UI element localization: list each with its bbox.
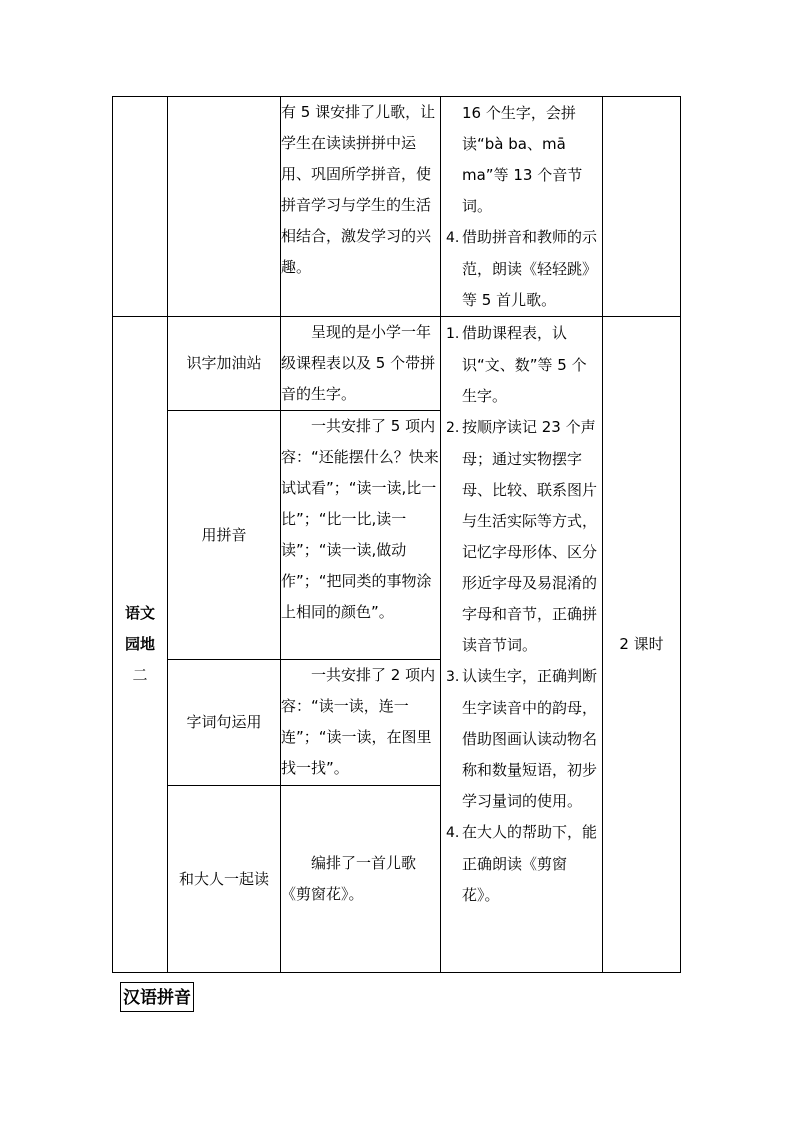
section-title: 用拼音 — [201, 525, 247, 544]
goals-list — [441, 97, 602, 316]
goal-item — [446, 222, 598, 316]
unit-cell — [113, 97, 168, 317]
content-text: 呈现的是小学一年级课程表以及 5 个带拼音的生字。 — [281, 323, 436, 403]
goal-item — [446, 412, 598, 661]
section-title: 字词句运用 — [186, 713, 262, 731]
goal-number: 3. — [446, 669, 460, 685]
goal-number: 4. — [446, 230, 460, 246]
content-cell — [281, 97, 441, 317]
unit-name-cell — [113, 317, 168, 973]
unit-name — [113, 598, 167, 691]
section-title-cell — [168, 317, 281, 411]
goals-cell — [441, 97, 603, 317]
content-cell — [281, 660, 441, 786]
hours-cell — [603, 97, 681, 317]
lesson-plan-table — [112, 96, 681, 973]
goal-text: 借助课程表，认识“文、数”等 5 个生字。 — [462, 324, 587, 405]
unit-name-line: 语文 — [124, 604, 155, 622]
goal-number: 2. — [446, 420, 460, 436]
goal-item — [446, 98, 598, 222]
goals-list — [441, 317, 602, 911]
hours-cell — [603, 317, 681, 973]
goal-text: 按顺序读记 23 个声母；通过实物摆字母、比较、联系图片与生活实际等方式，记忆字母形体、区分形近字母及易混淆的字母和音节，正确拼读音节词。 — [462, 418, 598, 654]
goal-number: 4. — [446, 825, 460, 841]
section-heading: 汉语拼音 — [120, 982, 194, 1012]
goal-text: 借助拼音和教师的示范，朗读《轻轻跳》等 5 首儿歌。 — [462, 228, 598, 309]
goal-item — [446, 817, 598, 911]
unit-name-line: 园地 — [124, 635, 155, 653]
table-row — [113, 97, 681, 317]
goal-text: 16 个生字，会拼读“bà ba、mā ma”等 13 个音节词。 — [462, 104, 583, 215]
goals-cell — [441, 317, 603, 973]
section-title: 识字加油站 — [186, 354, 262, 372]
section-title: 和大人一起读 — [178, 869, 269, 888]
content-text: 一共安排了 2 项内容：“读一读，连一连”；“读一读，在图里找一找”。 — [281, 666, 436, 777]
goal-item — [446, 661, 598, 817]
section-title-cell — [168, 660, 281, 786]
table-row — [113, 317, 681, 411]
content-cell — [281, 411, 441, 660]
section-cell — [168, 97, 281, 317]
content-cell — [281, 786, 441, 973]
hours-value: 2 课时 — [619, 635, 664, 653]
content-text: 一共安排了 5 项内容：“还能摆什么？快来试试看”；“读一读,比一比”；“比一比,读一读”；“读一读,做动作”；“把同类的事物涂上相同的颜色”。 — [281, 417, 439, 621]
section-title-cell — [168, 411, 281, 660]
goal-text: 在大人的帮助下，能正确朗读《剪窗花》。 — [462, 823, 598, 904]
content-text: 编排了一首儿歌《剪窗花》。 — [281, 854, 417, 903]
content-text: 有 5 课安排了儿歌，让学生在读读拼拼中运用、巩固所学拼音，使拼音学习与学生的生活相结合，激发学习的兴趣。 — [281, 103, 436, 276]
section-title-cell — [168, 786, 281, 973]
goal-item — [446, 318, 598, 412]
content-cell — [281, 317, 441, 411]
goal-number: 1. — [446, 326, 460, 342]
goal-text: 认读生字，正确判断生字读音中的韵母，借助图画认读动物名称和数量短语，初步学习量词的使用。 — [462, 667, 598, 810]
unit-name-line: 二 — [132, 666, 148, 684]
